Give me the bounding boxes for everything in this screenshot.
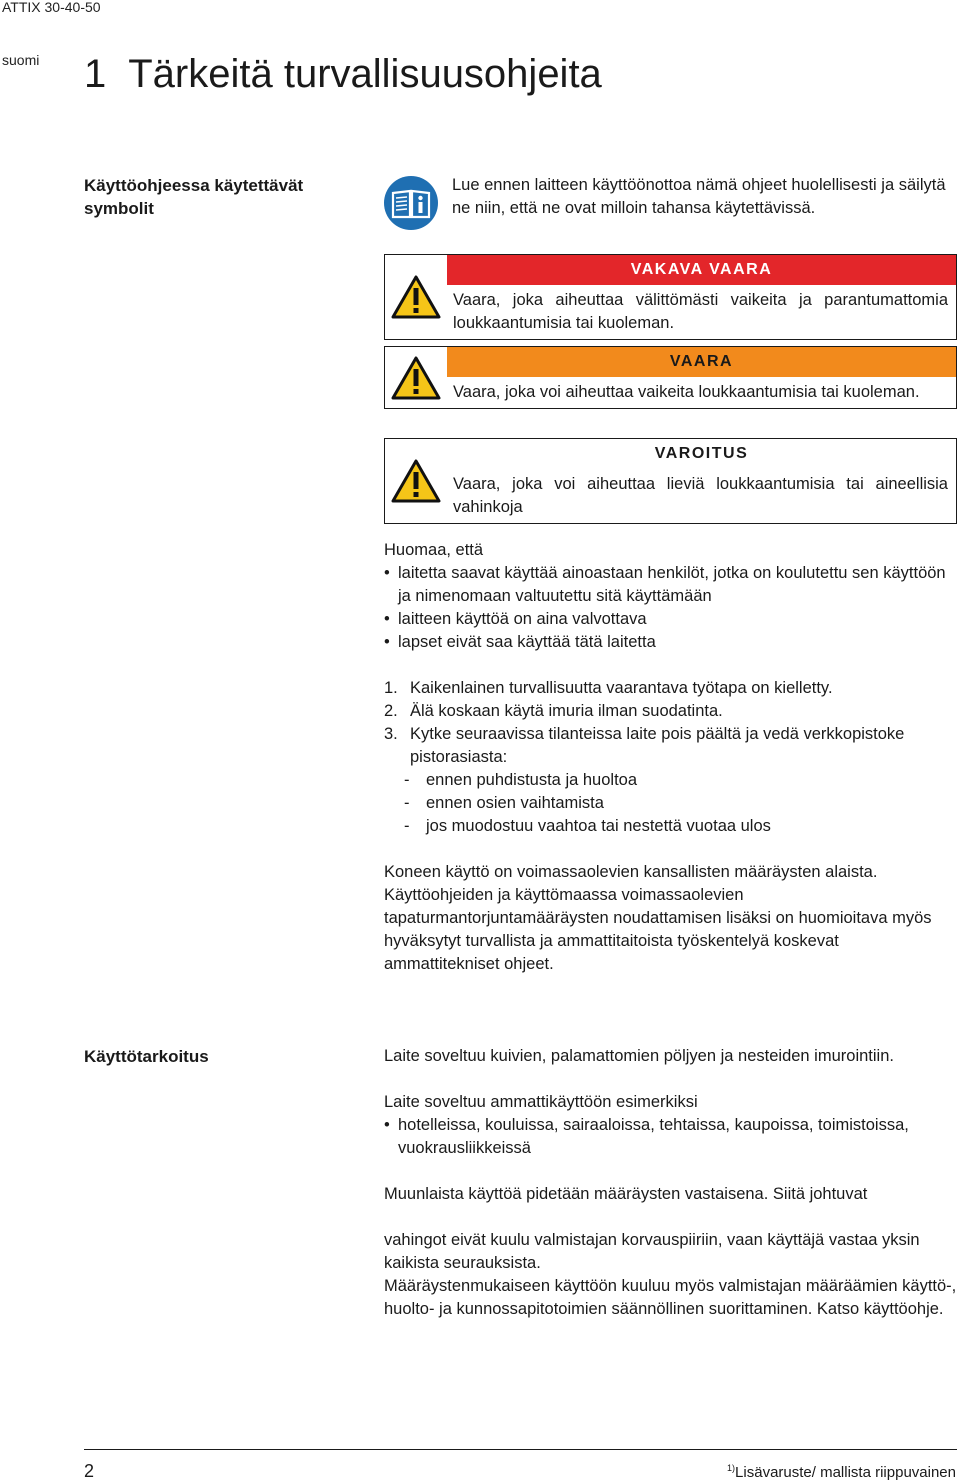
page-number: 2 [84,1461,95,1481]
warning-triangle-icon [385,347,447,408]
purpose-paragraph-1: Laite soveltuu kuivien, palamattomien pöljyen ja nesteiden imurointiin. [384,1047,894,1065]
warning-box-caution [384,438,957,524]
warning-box-severe [384,254,957,340]
warning-heading-caution: VAROITUS [447,439,956,469]
symbols-label-line2: symbolit [84,199,154,218]
document-model: ATTIX 30-40-50 [2,0,101,15]
purpose-paragraph-4: vahingot eivät kuulu valmistajan korvauspiiriin, vaan käyttäjä vastaa yksin kaikista seurauksista. [384,1231,920,1272]
language-label: suomi [2,52,40,68]
section-number: 1 [84,52,107,96]
numbered-item: 1. Kaikenlainen turvallisuutta vaarantava työtapa on kielletty. [384,679,833,697]
list-item: • laitteen käyttöä on aina valvottava [384,610,647,628]
safety-instructions [384,539,957,976]
numbered-item: 2. Älä koskaan käytä imuria ilman suodatinta. [384,702,723,720]
purpose-paragraph-3: Muunlaista käyttöä pidetään määräysten vastaisena. Siitä johtuvat [384,1185,868,1203]
closing-paragraph-2: Käyttöohjeiden ja käyttömaassa voimassaolevien tapaturmantorjuntamääräysten noudattamisen lisäksi on huomioitava myös hyväksytyt turvallista ja ammattitaitoista työskentelyä koskevat ammattitekniset ohjeet. [384,886,932,973]
sub-list-item: - jos muodostuu vaahtoa tai nestettä vuotaa ulos [404,817,771,835]
warning-triangle-icon [385,255,447,339]
warning-box-danger [384,346,957,409]
warning-text-caution: Vaara, joka voi aiheuttaa lieviä loukkaantumisia tai aineellisia vahinkoja [453,475,948,516]
warning-text-severe: Vaara, joka aiheuttaa välittömästi vaikeita ja parantumattomia loukkaantumisia tai kuoleman. [453,291,948,332]
footer-divider [84,1449,957,1450]
warning-heading-severe: VAKAVA VAARA [447,255,956,285]
symbols-label-line1: Käyttöohjeessa käytettävät [84,176,304,195]
footnote-mark: 1) [727,1463,736,1473]
page-title [84,50,602,98]
list-item: • laitetta saavat käyttää ainoastaan henkilöt, jotka on koulutettu sen käyttöön ja nimenomaan valtuutettu sitä käyttämään [384,564,946,605]
warning-text-danger: Vaara, joka voi aiheuttaa vaikeita loukkaantumisia tai kuoleman. [453,383,920,401]
purpose-paragraph-2: Laite soveltuu ammattikäyttöön esimerkiksi [384,1093,698,1111]
read-manual-icon [384,176,438,230]
purpose-section [384,1045,957,1321]
warning-heading-danger: VAARA [447,347,956,377]
symbols-section-label [84,174,303,220]
purpose-section-label: Käyttötarkoitus [84,1047,209,1066]
list-item: • hotelleissa, kouluissa, sairaaloissa, tehtaissa, kaupoissa, toimistoissa, vuokrausliikkeissä [384,1116,909,1157]
closing-paragraph-1: Koneen käyttö on voimassaolevien kansallisten määräysten alaista. [384,863,878,881]
section-title: Tärkeitä turvallisuusohjeita [128,52,602,96]
footnote [727,1463,956,1481]
note-intro: Huomaa, että [384,541,484,559]
sub-list-item: - ennen osien vaihtamista [404,794,604,812]
footnote-text: Lisävaruste/ mallista riippuvainen [735,1464,956,1481]
purpose-paragraph-5: Määräystenmukaiseen käyttöön kuuluu myös valmistajan määräämien käyttö-, huolto- ja kunnossapitotoimien säännöllinen suorittaminen. Katso käyttöohje. [384,1277,957,1318]
numbered-item: 3. Kytke seuraavissa tilanteissa laite pois päältä ja vedä verkkopistoke pistorasiasta: [384,725,905,766]
list-item: • lapset eivät saa käyttää tätä laitetta [384,633,656,651]
symbols-intro-text: Lue ennen laitteen käyttöönottoa nämä ohjeet huolellisesti ja säilytä ne niin, että ne ovat milloin tahansa käytettävissä. [452,176,946,217]
warning-triangle-icon [385,439,447,523]
sub-list-item: - ennen puhdistusta ja huoltoa [404,771,638,789]
